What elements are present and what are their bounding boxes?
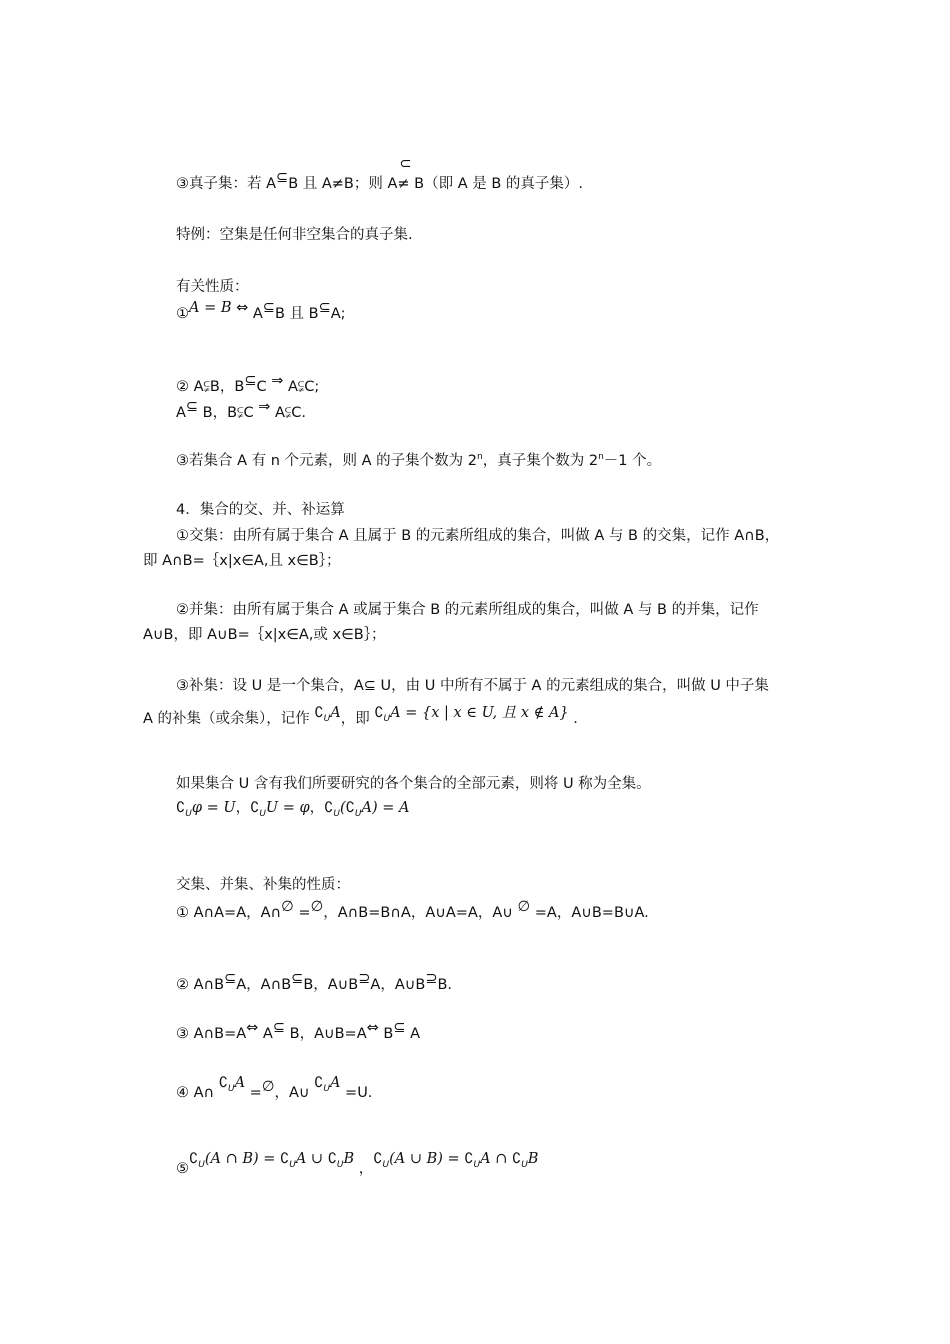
text-segment: A，A∩B [236,977,292,993]
iff-arrow: ⇔ [366,1020,379,1036]
complement-symbol: ∁ [464,1151,474,1167]
complement-symbol: ∁ [314,1075,324,1091]
complement-symbol: ∁ [511,1151,522,1167]
text-segment: B（即 A 是 B 的真子集）. [409,176,584,192]
not-equal-symbol: ≠ [397,176,410,192]
property-line-4 [176,1075,373,1105]
math-expression: A = {x | x ∈ U, 且 x ∉ A} [390,705,569,721]
text-segment: ② A [176,379,204,395]
text-segment: C. [291,405,307,421]
complement-expression [218,1075,246,1094]
de-morgan-law-2 [373,1151,539,1170]
text-segment: ，真子集个数为 2 [482,453,599,469]
subscript-u: U [323,1084,330,1094]
math-expression: A) = A [361,800,410,816]
math-expression: φ = U [191,800,236,816]
complement-symbol: ∁ [374,705,384,721]
text-segment: ③ A∩B=A [176,1026,247,1042]
property-1-line [176,300,346,324]
text-segment: A [176,405,186,421]
subscript-u: U [354,809,362,819]
subscript-u: U [259,809,266,819]
subscript-u: U [227,1084,235,1094]
math-expression: A ∩ [480,1151,512,1167]
subscript-u: U [289,1160,296,1170]
text-segment: ， [235,800,251,816]
complement-symbol: ∁ [250,800,260,816]
text-segment: B. [437,977,453,993]
subseteq-symbol: ⊆ [393,1020,406,1036]
text-segment: ， [354,1161,374,1177]
subscript-u: U [323,714,331,724]
text-segment: C; [304,379,320,395]
math-var: A [330,705,341,721]
iff-arrow: ⇔ [236,300,249,316]
complement-symbol: ∁ [218,1075,228,1091]
section-heading: 4．集合的交、并、补运算 [176,502,345,518]
empty-set-symbol: ∅ [261,1079,275,1095]
text-segment: B，B [198,405,238,421]
complement-expression [314,705,341,724]
text-segment: A; [330,306,346,322]
text-segment: A 的补集（或余集），记作 [143,711,315,727]
text-segment: A [270,405,285,421]
subseteq-symbol: ⊆ [224,971,237,987]
implies-arrow: ⇒ [258,399,271,415]
text-segment: B 且 B [274,306,319,322]
proper-subset-definition [176,156,584,194]
subscript-u: U [333,809,340,819]
subseteq-symbol: ⊆ [272,1020,286,1036]
text-segment: =A，A∪B=B∪A. [530,905,649,921]
text-segment: B，A∪B [303,977,359,993]
intersection-formula: 即 A∩B=｛x|x∈A,且 x∈B｝； [143,553,341,569]
subscript-u: U [473,1160,481,1170]
exponent: n [598,452,604,462]
subseteq-symbol: ⊆ [291,971,304,987]
math-expression: (A ∪ B) = [389,1151,465,1167]
subscript-u: U [336,1160,344,1170]
text-segment: ④ A∩ [176,1085,219,1101]
text-segment: . [568,711,578,727]
paren: ( [339,800,346,816]
math-var: A [234,1075,246,1091]
text-segment: A，A∪B [370,977,426,993]
complement-identities [176,798,409,820]
complement-set-builder [374,705,569,724]
proper-subset-symbol [397,156,412,194]
de-morgan-laws [176,1151,539,1181]
proper-subset-symbol: ⫋ [284,405,292,421]
math-expression: A ∪ [295,1151,328,1167]
de-morgan-law-1 [189,1151,355,1170]
text-segment: ③若集合 A 有 n 个元素，则 A 的子集个数为 2 [176,453,478,469]
proper-subset-symbol: ⫋ [297,379,305,395]
subscript-u: U [382,1160,390,1170]
text-segment: ，A∪ [274,1085,315,1101]
complement-symbol: ∁ [280,1151,290,1167]
circled-number: ① [176,306,189,322]
text-segment: ① A∩A=A，A∩ [176,905,282,921]
text-segment: A [283,379,298,395]
complement-symbol: ∁ [176,800,186,816]
union-definition: ②并集：由所有属于集合 A 或属于集合 B 的元素所组成的集合，叫做 A 与 B 的并集，记作 [176,602,759,618]
complement-symbol: ∁ [345,800,355,816]
text-segment: A [248,306,263,322]
complement-formula [143,705,578,731]
text-segment: ，即 [340,711,375,727]
subseteq-symbol: ⊆ [318,300,331,316]
universal-set-definition: 如果集合 U 含有我们所要研究的各个集合的全部元素，则将 U 称为全集。 [176,776,651,792]
complement-symbol: ∁ [189,1151,199,1167]
text-segment: B，B [209,379,245,395]
property-line-2 [176,971,453,995]
property-line-3 [176,1020,421,1044]
union-formula: A∪B，即 A∪B=｛x|x∈A,或 x∈B｝； [143,627,386,643]
text-segment: ② A∩B [176,977,225,993]
properties-heading: 有关性质： [176,279,249,295]
subscript-u: U [198,1160,205,1170]
complement-symbol: ∁ [373,1151,383,1167]
property-2-line-a [176,373,320,397]
special-case-line: 特例：空集是任何非空集合的真子集. [176,227,413,243]
supseteq-symbol: ⊇ [425,971,438,987]
complement-symbol: ∁ [314,705,324,721]
math-var: A [329,1075,341,1091]
text-segment: －1 个。 [603,453,662,469]
supseteq-symbol: ⊇ [358,971,371,987]
subset-symbol: ⊂ [399,156,412,172]
complement-definition: ③补集：设 U 是一个集合，A⊆ U，由 U 中所有不属于 A 的元素组成的集合，叫做 U 中子集 [176,678,769,694]
subseteq-symbol: ⊆ [244,373,257,389]
subseteq-symbol: ⊆ [276,170,289,186]
text-segment: ③真子集：若 A [176,176,277,192]
subscript-u: U [185,809,192,819]
empty-set-symbol: ∅ [281,899,294,915]
text-segment: ， [309,800,325,816]
empty-set-symbol: ∅ [310,899,324,915]
subscript-u: U [383,714,391,724]
circled-number: ⑤ [176,1161,189,1177]
math-expression: U = φ [265,800,310,816]
complement-symbol: ∁ [327,1151,337,1167]
subset-count-line [176,451,661,473]
subseteq-symbol: ⊆ [262,300,275,316]
text-segment: C [256,379,272,395]
proper-subset-symbol: ⫋ [203,379,210,395]
math-var: B [527,1151,539,1167]
math-var: B [343,1151,355,1167]
formula-a-equals-b: A = B [189,300,232,316]
text-segment: = [245,1085,262,1101]
text-segment: ，A∩B=B∩A，A∪A=A，A∪ [323,905,518,921]
implies-arrow: ⇒ [271,373,284,389]
exponent: n [477,452,483,462]
subseteq-symbol: ⊆ [185,399,199,415]
complement-expression [314,1075,341,1094]
property-2-line-b [176,399,307,423]
text-segment: =U. [340,1085,373,1101]
text-segment: B [378,1026,394,1042]
text-segment: A [405,1026,421,1042]
text-segment: B 且 A≠B；则 A [288,176,398,192]
iff-arrow: ⇔ [246,1020,259,1036]
text-segment: = [293,905,311,921]
text-segment: A [258,1026,273,1042]
math-expression: (A ∩ B) = [204,1151,281,1167]
complement-symbol: ∁ [324,800,334,816]
empty-set-symbol: ∅ [517,899,531,915]
subscript-u: U [521,1160,528,1170]
property-line-1 [176,899,649,923]
proper-subset-symbol: ⫋ [237,405,244,421]
text-segment: C [243,405,259,421]
operation-properties-heading: 交集、并集、补集的性质： [176,877,350,893]
text-segment: B，A∪B=A [285,1026,367,1042]
intersection-definition: ①交集：由所有属于集合 A 且属于 B 的元素所组成的集合，叫做 A 与 B 的交集，记作 A∩B， [176,528,780,544]
